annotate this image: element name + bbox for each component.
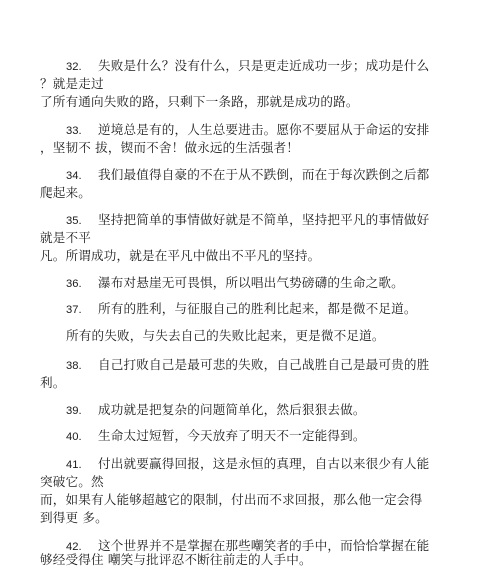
entry-text-line: 够经受得住 嘲笑与批评忍不断往前走的人手中。 [40, 552, 312, 567]
entry-number: 36. [66, 278, 82, 290]
entry-number: 34. [66, 170, 82, 182]
entry-text-line: 而，如果有人能够超越它的限制，付出而不求回报，那么他一定会得 [40, 492, 423, 507]
entry-text-line: 突破它。然 [40, 474, 104, 489]
entry-number: 37. [66, 304, 82, 316]
entry-text-line: 逆境总是有的，人生总要进击。愿你不要屈从于命运的安排 [98, 122, 430, 137]
entry-text-line: 所有的胜利，与征服自己的胜利比起来，都是微不足道。 [98, 301, 417, 316]
entry-text-line: 爬起来。 [40, 185, 91, 200]
entry-text-line: 了所有通向失败的路，只剩下一条路，那就是成功的路。 [40, 94, 359, 109]
entry-text-line: 利。 [40, 375, 66, 390]
entry-text-line: 付出就要赢得回报，这是永恒的真理，自古以来很少有人能 [98, 456, 430, 471]
entry-number: 35. [66, 215, 82, 227]
entry-text-line: 所有的失败，与失去自己的失败比起来，更是微不足道。 [66, 328, 385, 343]
entry-text-line: 自己打败自己是最可悲的失败，自己战胜自己是最可贵的胜 [98, 357, 430, 372]
entry-text-line: 这个世界并不是掌握在那些嘲笑者的手中，而恰恰掌握在能 [98, 538, 430, 553]
entry-text-line: 瀑布对悬崖无可畏惧，所以唱出气势磅礴的生命之歌。 [98, 275, 404, 290]
entry-text-line: 坚持把简单的事情做好就是不简单，坚持把平凡的事情做好 [98, 212, 430, 227]
entry-text-line: 成功就是把复杂的问题简单化，然后狠狠去做。 [98, 402, 366, 417]
entry-number: 41. [66, 459, 82, 471]
entry-text-line: ？就是走过 [40, 76, 104, 91]
entry-text-line: ，坚韧不 拔，锲而不舍！做永远的生活强者！ [40, 140, 300, 155]
entry-number: 38. [66, 360, 82, 372]
entry-text-line: 凡。所谓成功，就是在平凡中做出不平凡的坚持。 [40, 248, 321, 263]
entry-number: 42. [66, 541, 82, 553]
entry-text-line: 生命太过短暂，今天放弃了明天不一定能得到。 [98, 428, 366, 443]
entry-text-line: 到得更 多。 [40, 510, 108, 525]
entry-number: 32. [66, 61, 82, 73]
entry-text-line: 失败是什么？没有什么，只是更走近成功一步；成功是什么 [98, 58, 430, 73]
entry-number: 39. [66, 405, 82, 417]
entry-text-line: 我们最值得自豪的不在于从不跌倒，而在于每次跌倒之后都 [98, 167, 430, 182]
entry-number: 40. [66, 431, 82, 443]
entry-number: 33. [66, 125, 82, 137]
entry-text-line: 就是不平 [40, 230, 91, 245]
